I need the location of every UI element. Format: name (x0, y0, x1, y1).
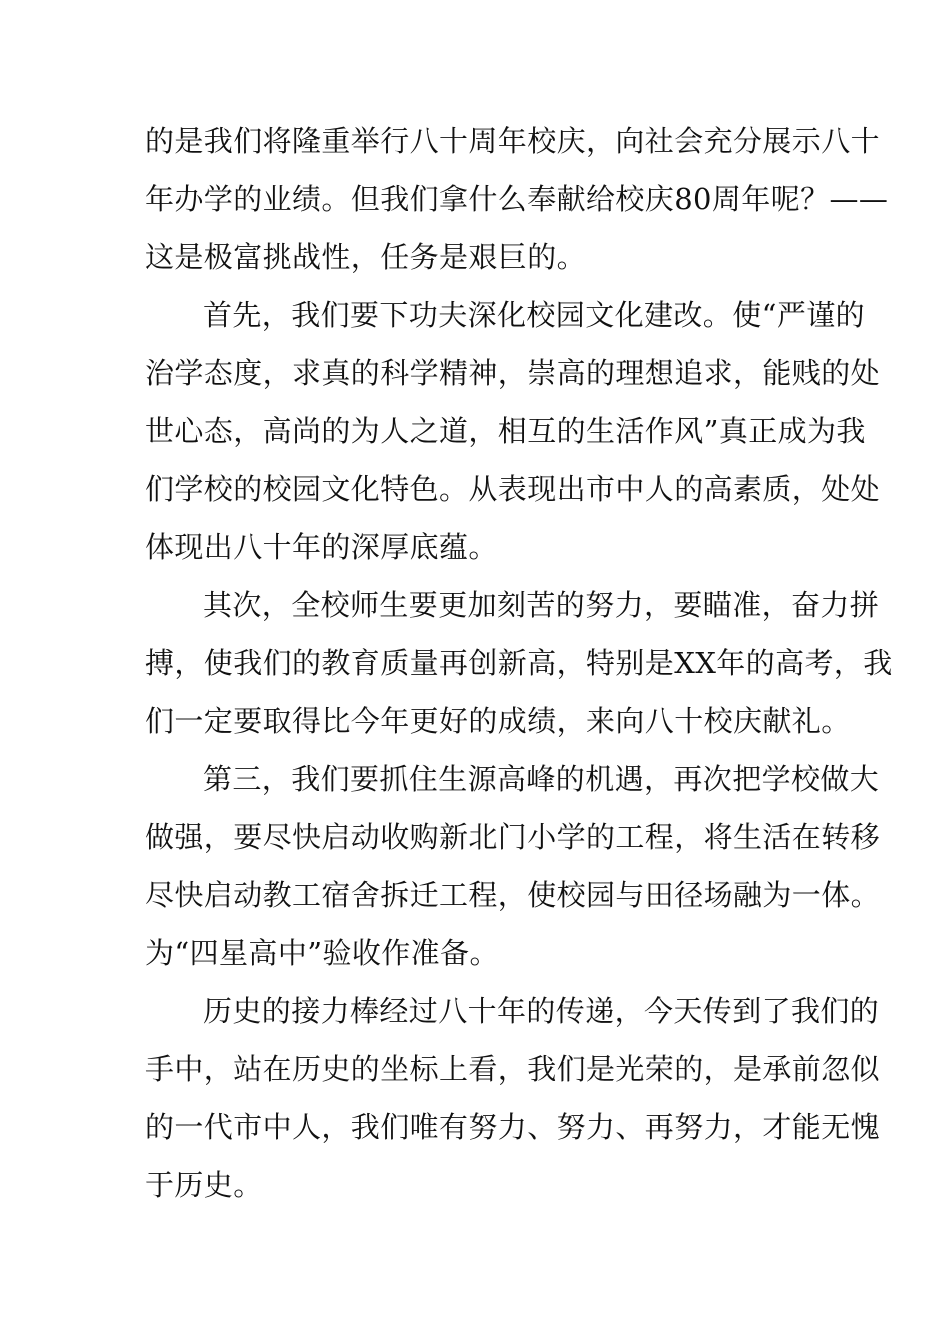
text-line: 这是极富挑战性，任务是艰巨的。 (145, 240, 587, 274)
text-line: 做强，要尽快启动收购新北门小学的工程，将生活在转移 (145, 820, 881, 854)
text-line: 于历史。 (145, 1168, 263, 1202)
text-line: 世心态，高尚的为人之道，相互的生活作风”真正成为我 (145, 414, 866, 448)
body-text (145, 112, 893, 1214)
text-line: 的一代市中人，我们唯有努力、努力、再努力，才能无愧 (145, 1110, 881, 1144)
text-line: 搏，使我们的教育质量再创新高，特别是XX年的高考，我 (145, 646, 893, 680)
text-line: 的是我们将隆重举行八十周年校庆，向社会充分展示八十 (145, 124, 881, 158)
paragraph-first-line: 首先，我们要下功夫深化校园文化建改。使“严谨的 (203, 298, 866, 332)
text-line: 体现出八十年的深厚底蕴。 (145, 530, 498, 564)
text-line: 年办学的业绩。但我们拿什么奉献给校庆80周年呢？—— (145, 182, 889, 216)
text-line: 治学态度，求真的科学精神，崇高的理想追求，能贱的处 (145, 356, 881, 390)
text-line: 们一定要取得比今年更好的成绩，来向八十校庆献礼。 (145, 704, 851, 738)
paragraph-first-line: 历史的接力棒经过八十年的传递，今天传到了我们的 (203, 994, 880, 1028)
text-line: 手中，站在历史的坐标上看，我们是光荣的，是承前忽似 (145, 1052, 881, 1086)
text-line: 尽快启动教工宿舍拆迁工程，使校园与田径场融为一体。 (145, 878, 881, 912)
paragraph-first-line: 其次，全校师生要更加刻苦的努力，要瞄准，奋力拼 (203, 588, 880, 622)
text-line: 们学校的校园文化特色。从表现出市中人的高素质，处处 (145, 472, 881, 506)
paragraph-first-line: 第三，我们要抓住生源高峰的机遇，再次把学校做大 (203, 762, 880, 796)
text-line: 为“四星高中”验收作准备。 (145, 936, 499, 970)
